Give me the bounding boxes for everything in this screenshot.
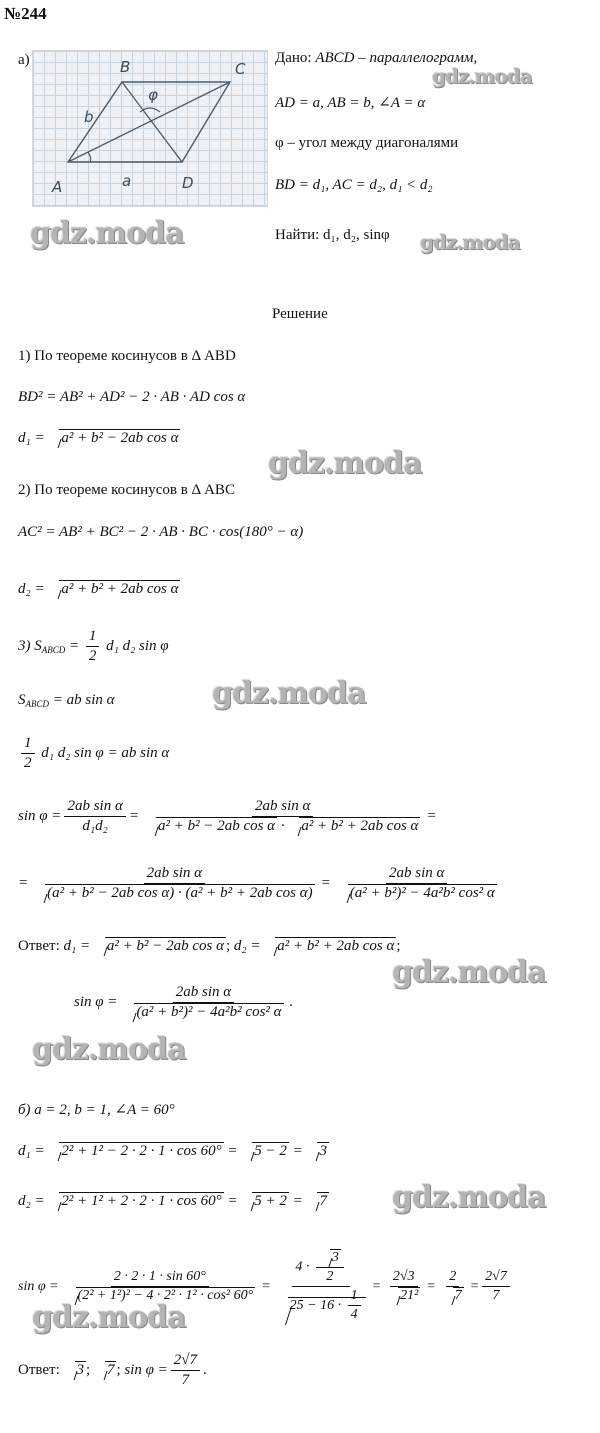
step-3-area-formula: 3) $S_{ABCD}$ = $\frac{1}{2}$ d₁ d₂ sin φ xyxy=(18,628,169,664)
step-3-area-ab: $S_{ABCD}$ = ab sin α xyxy=(18,692,115,709)
part-a-label: а) xyxy=(18,52,30,68)
vertex-d-label: D xyxy=(182,174,194,192)
step-2-title: 2) По теореме косинусов в Δ ABC xyxy=(18,482,235,498)
step-2-d2: d₂ = a² + b² + 2ab cos α xyxy=(18,581,179,597)
step-1-equation: BD² = AB² + AD² − 2 · AB · AD cos α xyxy=(18,389,246,405)
sin-phi-derivation-1: sin φ = $\frac{\text{2ab sin α}}{\text{d₁d₂}}$ = $\frac{\text{2ab sin α}}{\text{a² + b² − 2ab cos α · a² + b² + 2ab cos α}}$ = xyxy=(18,798,437,834)
given-line-1: Дано: ABCD – параллелограмм, xyxy=(275,50,478,66)
vertex-b-label: B xyxy=(120,58,131,76)
problem-number: №244 xyxy=(4,4,47,23)
answer-b: Ответ: 3 ; 7 ; sin φ = $\frac{2√7}{7}$ . xyxy=(18,1352,207,1388)
given-line-3: φ – угол между диагоналями xyxy=(275,135,459,151)
given-line-2: AD = a, AB = b, ∠A = α xyxy=(275,95,426,111)
watermark: gdz.moda xyxy=(392,1180,546,1215)
step-3-equal: $\frac{1}{2}$ d₁ d₂ sin φ = ab sin α xyxy=(18,735,169,772)
part-b-given: б) a = 2, b = 1, ∠A = 60° xyxy=(18,1102,175,1118)
parallelogram-drawing xyxy=(32,50,268,207)
step-1-d1: d₁ = a² + b² − 2ab cos α xyxy=(18,430,179,446)
answer-a-line-1: Ответ: d₁ = a² + b² − 2ab cos α ; d₂ = a² + b² + 2ab cos α ; xyxy=(18,938,401,954)
watermark: gdz.moda xyxy=(30,216,184,251)
side-a-label: a xyxy=(122,172,132,190)
side-b-label: b xyxy=(84,108,94,126)
watermark: gdz.moda xyxy=(420,230,520,254)
given-line-4: BD = d₁, AC = d₂, d₁ < d₂ xyxy=(275,177,433,193)
part-b-d1: d₁ = 2² + 1² − 2 · 2 · 1 · cos 60° = 5 − 2 = 3 xyxy=(18,1143,327,1159)
watermark: gdz.moda xyxy=(392,955,546,990)
vertex-a-label: A xyxy=(52,178,63,196)
watermark: gdz.moda xyxy=(32,1032,186,1067)
find-line: Найти: d₁, d₂, sinφ xyxy=(275,227,390,243)
watermark: gdz.moda xyxy=(268,446,422,481)
part-b-sin-phi: sin φ = $\frac{2 \cdot 2 \cdot 1 \cdot \sin 60^\circ}{\text{(2² + 1²)² − 4 · 2² · 1² · cos² 60°}}$ = 4 · $\frac{3}{2}$ 25 − 16 · $\frac{1}{4}$ = $\frac{2√3}{\text{21²}}$ = $\frac{2}{7}$ = $\frac{2√7}{7}$ xyxy=(18,1250,513,1323)
vertex-c-label: C xyxy=(235,60,246,78)
watermark: gdz.moda xyxy=(432,64,532,88)
sin-phi-derivation-2: = $\frac{\text{2ab sin α}}{\text{(a² + b² − 2ab cos α) · (a² + b² + 2ab cos α)}}$ = $\frac{\text{2ab sin α}}{\text{(a² + b²)² − 4a²b² cos² α}}$ xyxy=(18,865,495,901)
answer-a-line-2: sin φ = $\frac{\text{2ab sin α}}{\text{(a² + b²)² − 4a²b² cos² α}}$ . xyxy=(74,984,294,1020)
step-1-title: 1) По теореме косинусов в Δ ABD xyxy=(18,348,236,364)
solution-title: Решение xyxy=(272,306,328,322)
watermark: gdz.moda xyxy=(32,1300,186,1335)
watermark: gdz.moda xyxy=(212,676,366,711)
step-2-equation: AC² = AB² + BC² − 2 · AB · BC · cos(180° − α) xyxy=(18,524,304,540)
part-b-d2: d₂ = 2² + 1² + 2 · 2 · 1 · cos 60° = 5 + 2 = 7 xyxy=(18,1193,327,1209)
angle-phi-label: φ xyxy=(148,86,158,104)
